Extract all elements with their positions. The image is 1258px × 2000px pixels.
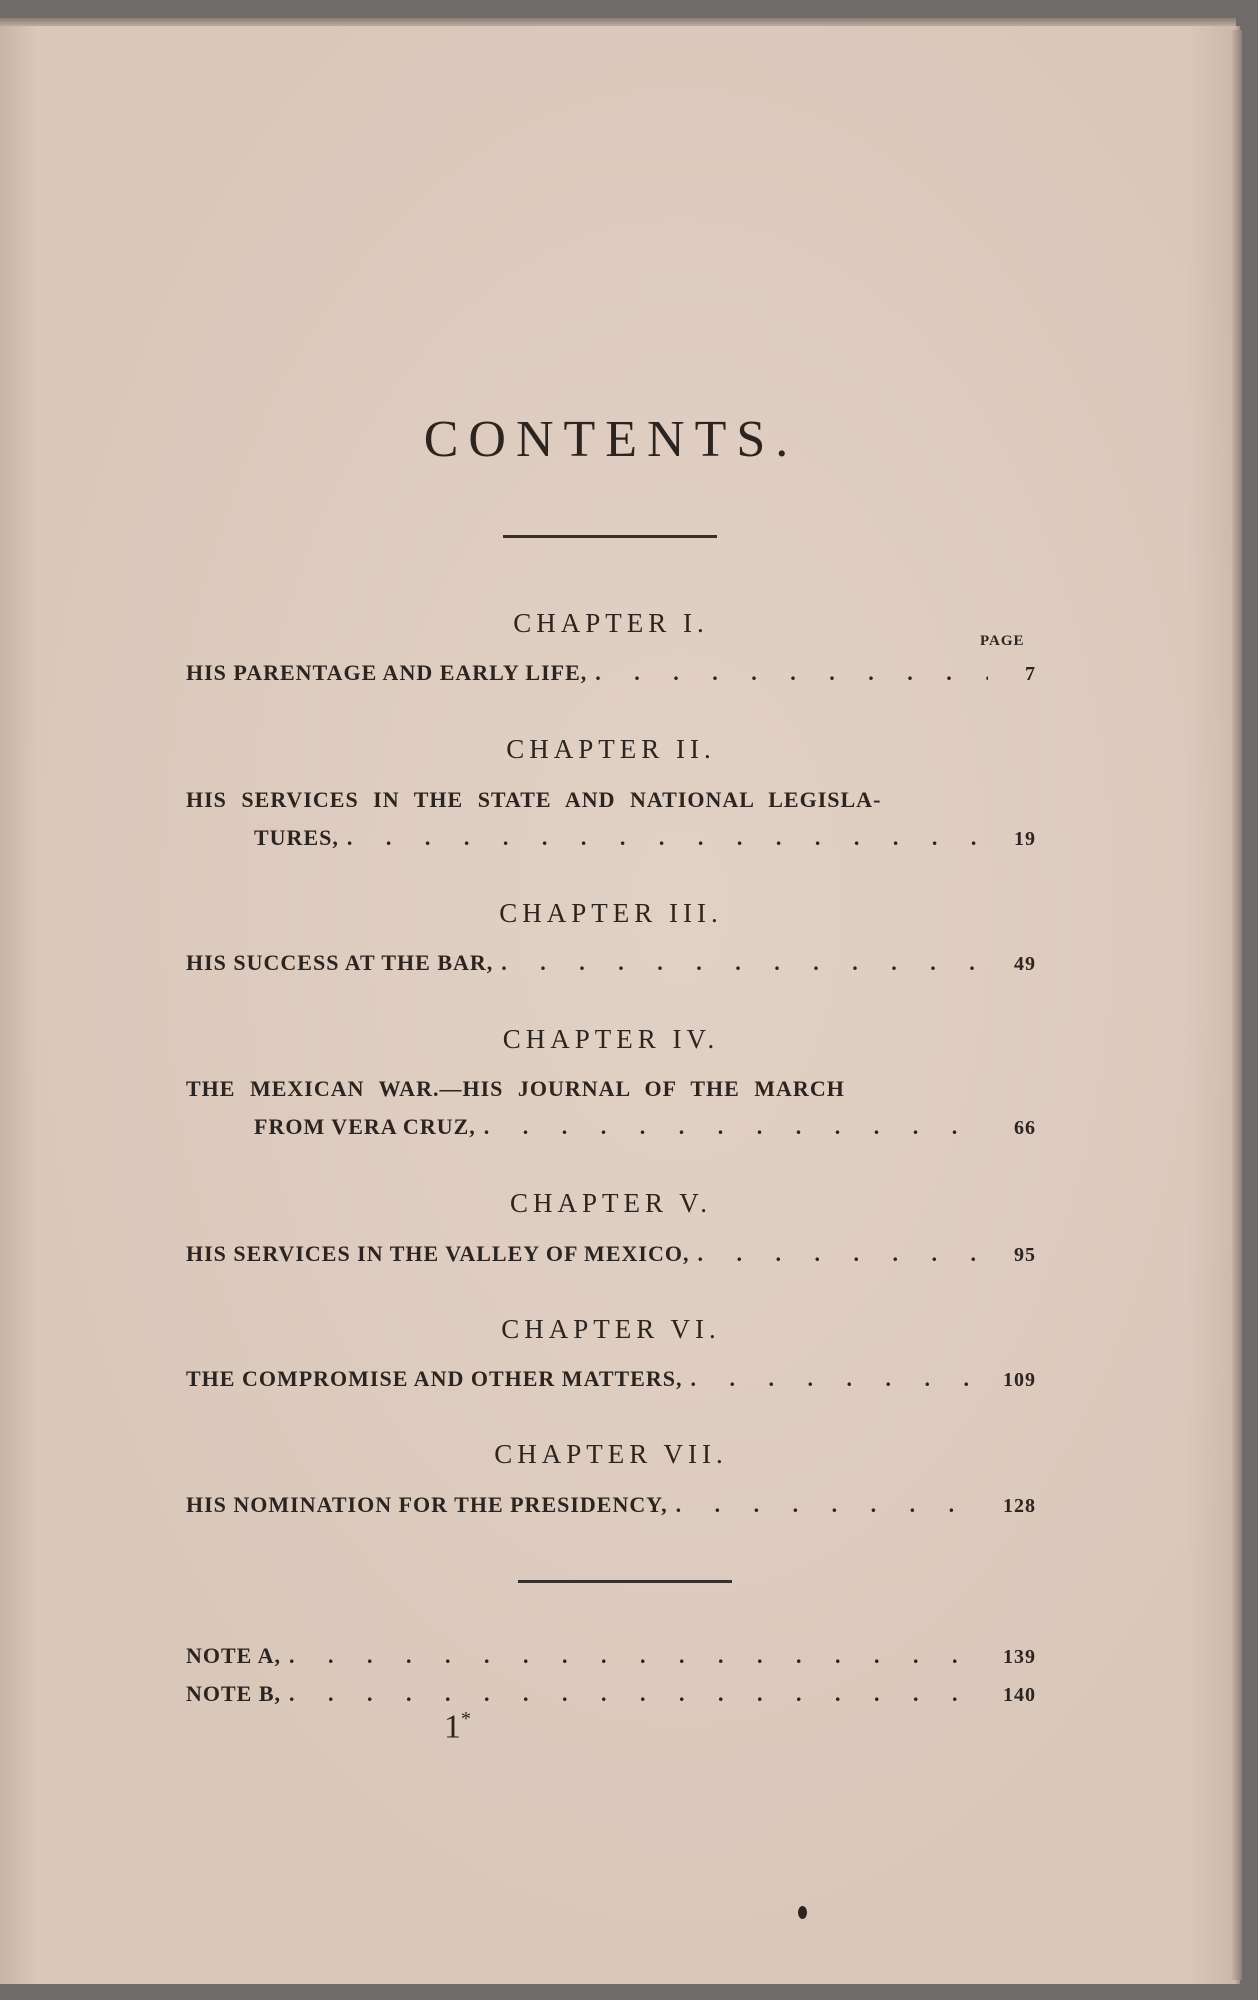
entry-text: HIS PARENTAGE AND EARLY LIFE, xyxy=(186,660,588,685)
chapter-heading-4: CHAPTER IV. xyxy=(502,1024,720,1054)
toc-entry-chapter-3[interactable] xyxy=(186,944,1036,982)
dot-leader xyxy=(347,819,988,857)
page-title: CONTENTS. xyxy=(423,411,799,468)
entry-page-number: 95 xyxy=(1014,1244,1036,1266)
toc-entry-chapter-2[interactable] xyxy=(186,781,1036,857)
dot-leader xyxy=(676,1486,988,1524)
toc-entry-chapter-4[interactable] xyxy=(186,1070,1036,1146)
signature-number: 1 xyxy=(444,1708,461,1746)
toc-entry-chapter-5[interactable] xyxy=(186,1235,1036,1273)
chapter-heading-2: CHAPTER II. xyxy=(506,734,716,764)
entry-page-number: 128 xyxy=(1003,1495,1036,1517)
chapter-heading-6: CHAPTER VI. xyxy=(501,1314,721,1344)
entry-text: THE COMPROMISE AND OTHER MATTERS, xyxy=(186,1366,683,1391)
dot-leader xyxy=(697,1235,988,1273)
dot-leader xyxy=(289,1675,988,1713)
signature-star: * xyxy=(461,1708,471,1730)
dot-leader xyxy=(501,944,988,982)
ink-speck xyxy=(798,1906,807,1919)
toc-entry-chapter-7[interactable] xyxy=(186,1486,1036,1524)
entry-page-number: 66 xyxy=(1014,1117,1036,1139)
entry-page-number: 49 xyxy=(1014,953,1036,975)
entry-text: NOTE B, xyxy=(186,1681,282,1706)
dot-leader xyxy=(595,654,988,692)
chapter-heading-3: CHAPTER III. xyxy=(499,898,723,928)
chapter-heading-7: CHAPTER VII. xyxy=(494,1439,728,1469)
entry-text: THE MEXICAN WAR.—HIS JOURNAL OF THE MARCH xyxy=(186,1076,845,1101)
entry-page-number: 139 xyxy=(1003,1646,1036,1668)
toc-entry-note-a[interactable] xyxy=(186,1637,1036,1675)
entry-text: HIS SUCCESS AT THE BAR, xyxy=(186,950,494,975)
entry-page-number: 7 xyxy=(1025,663,1036,685)
toc-entry-note-b[interactable] xyxy=(186,1675,1036,1713)
entry-page-number: 19 xyxy=(1014,828,1036,850)
dot-leader xyxy=(289,1637,988,1675)
toc-entry-chapter-6[interactable] xyxy=(186,1360,1036,1398)
dot-leader xyxy=(484,1108,988,1146)
chapter-heading-5: CHAPTER V. xyxy=(509,1188,713,1218)
entry-text-continued: TURES, xyxy=(254,825,339,850)
entry-page-number: 109 xyxy=(1003,1369,1036,1391)
page-column-label: PAGE xyxy=(980,633,1025,649)
entry-page-number: 140 xyxy=(1003,1684,1036,1706)
entry-text: HIS SERVICES IN THE VALLEY OF MEXICO, xyxy=(186,1241,690,1266)
chapter-heading-1: CHAPTER I. xyxy=(513,608,709,638)
entry-text: HIS NOMINATION FOR THE PRESIDENCY, xyxy=(186,1492,668,1517)
entry-text: NOTE A, xyxy=(186,1643,282,1668)
toc-entry-chapter-1[interactable] xyxy=(186,654,1036,692)
entry-text: HIS SERVICES IN THE STATE AND NATIONAL LEGISLA- xyxy=(186,787,882,812)
entry-text-continued: FROM VERA CRUZ, xyxy=(254,1114,476,1139)
dot-leader xyxy=(690,1360,988,1398)
page-edge-right xyxy=(1232,30,1242,1980)
signature-mark xyxy=(444,1708,471,1746)
title-rule xyxy=(503,535,717,538)
notes-rule xyxy=(518,1580,732,1583)
